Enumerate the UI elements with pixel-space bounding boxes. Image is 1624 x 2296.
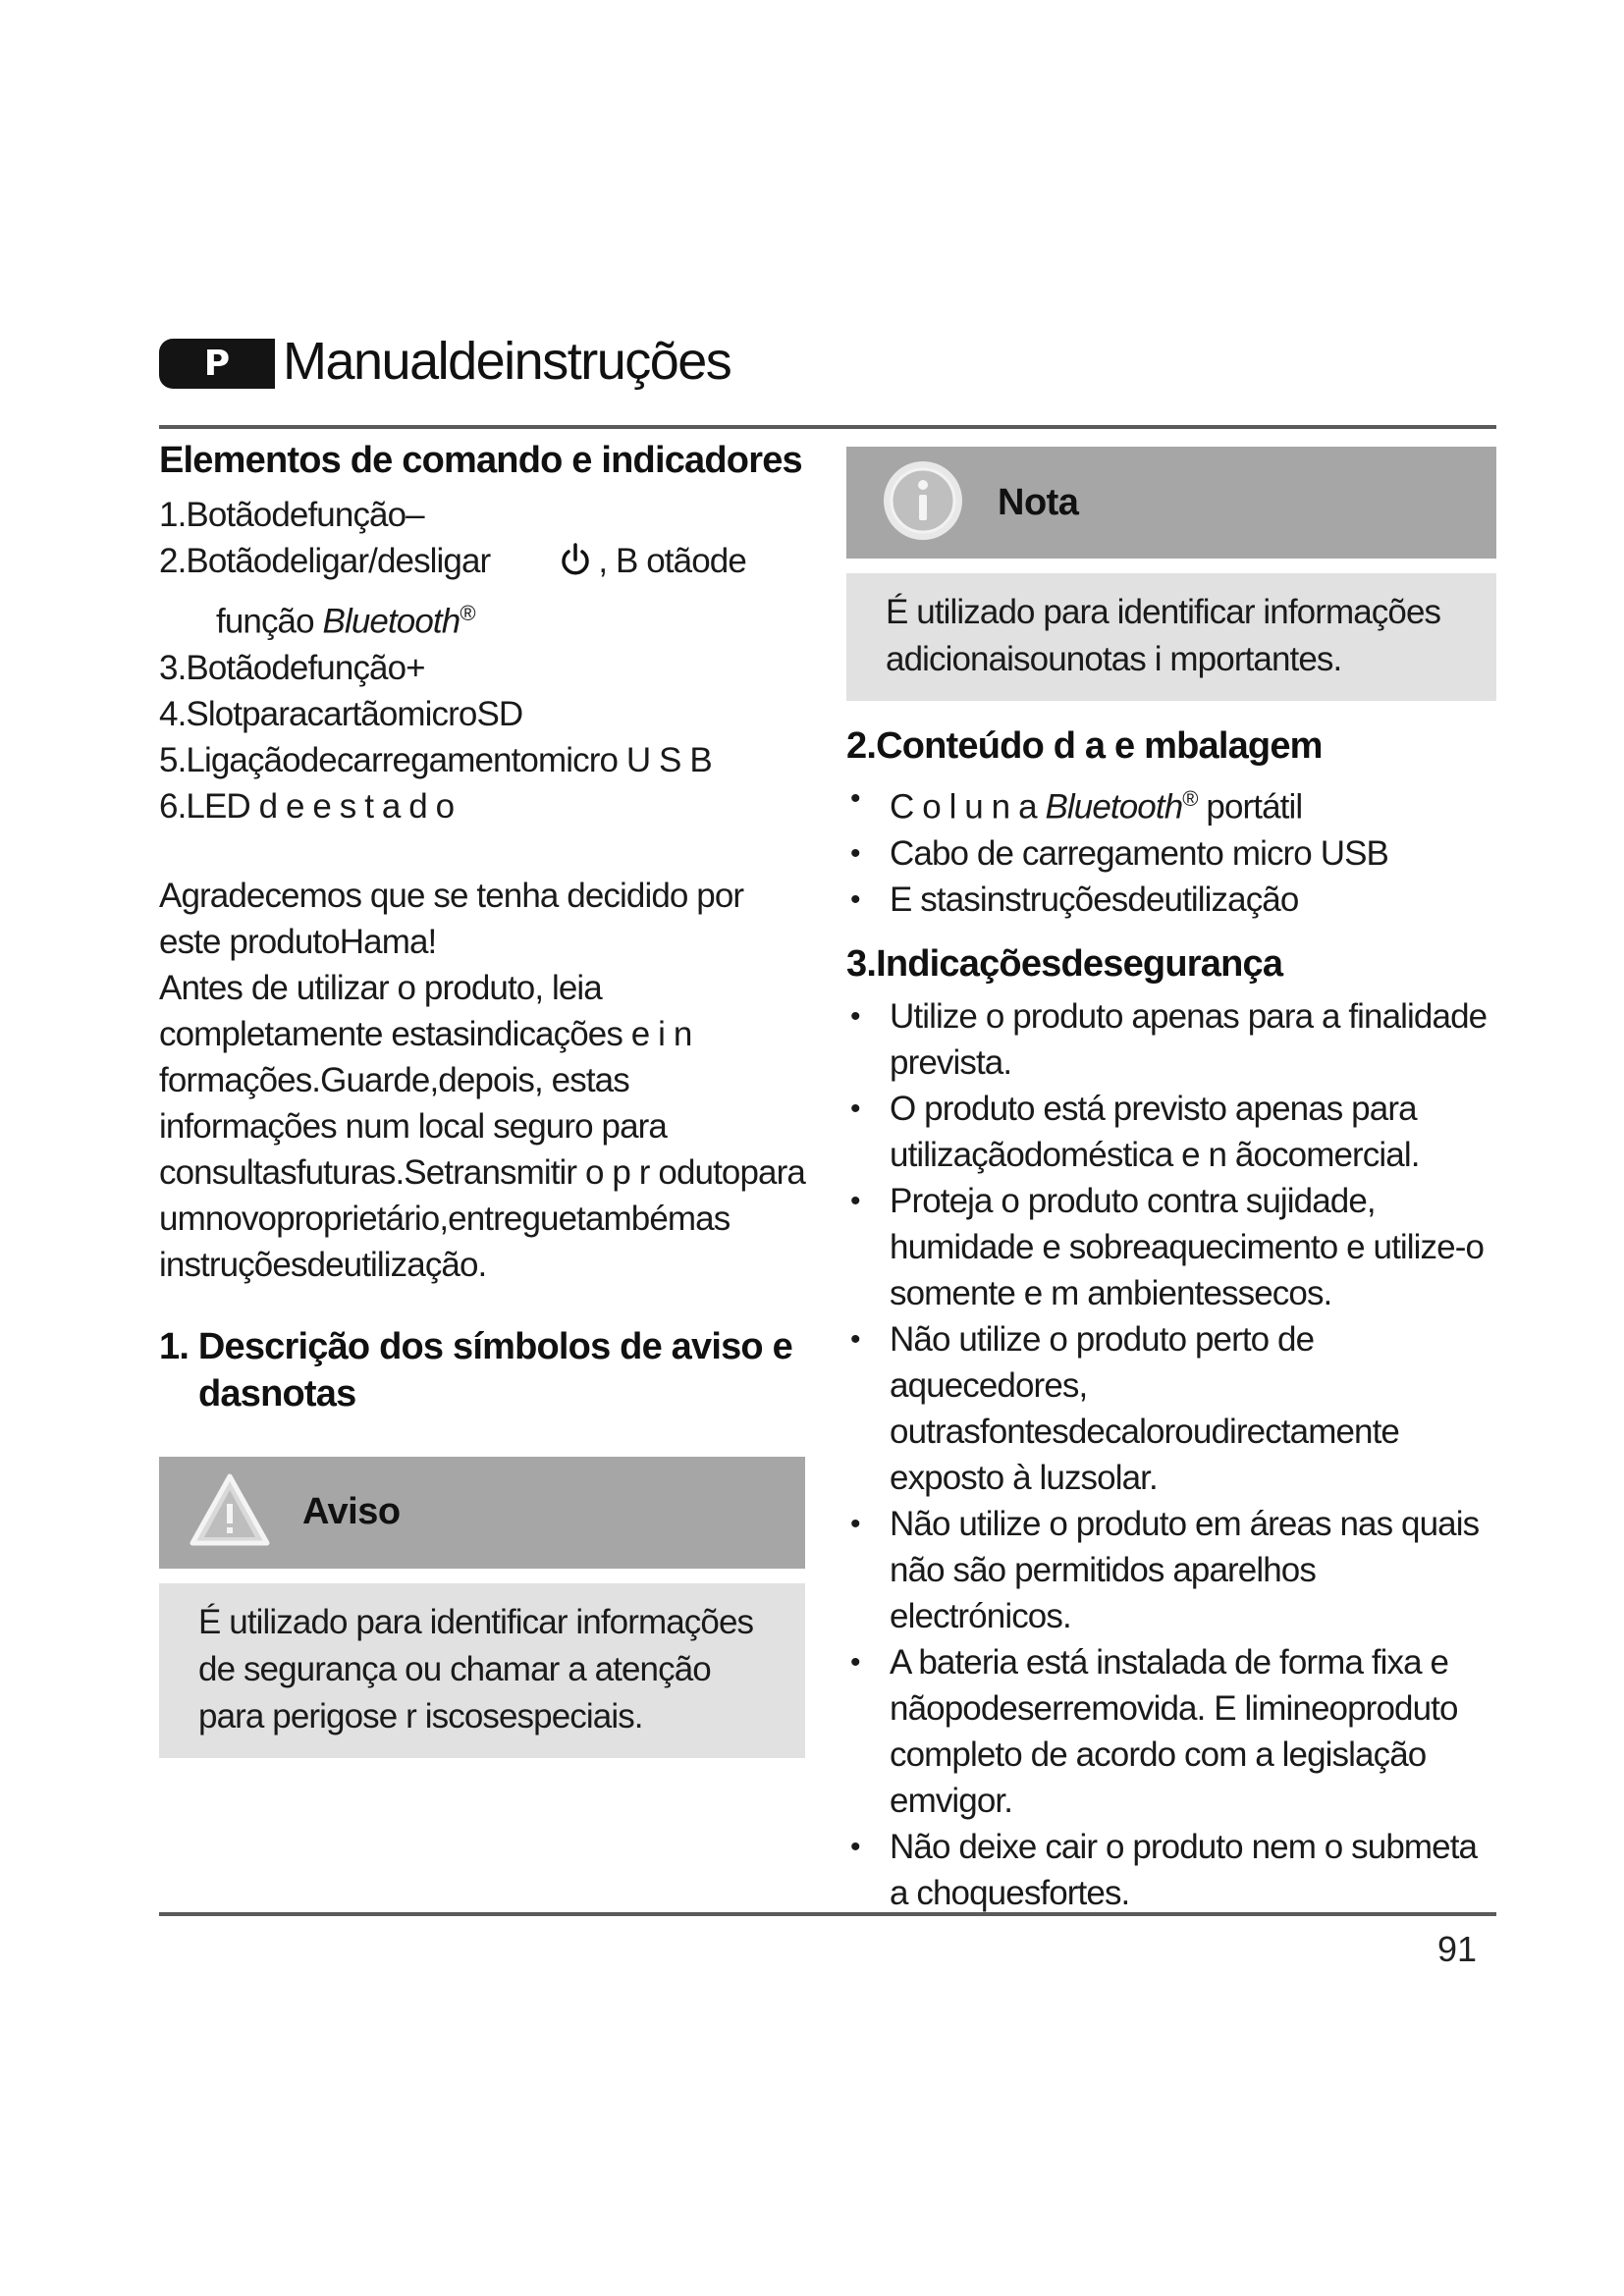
bullet-icon: •: [850, 1092, 860, 1125]
safety-list: [846, 993, 1496, 1916]
control-item-6: 6.LED d e e s t a d o: [159, 786, 455, 826]
safety-item: [846, 993, 1496, 1086]
safety-item-text: Não utilize o produto em áreas nas quais não são permitidos aparelhos electrónicos.: [890, 1504, 1480, 1635]
bullet-icon: •: [850, 1830, 860, 1863]
section-1-heading: 1. Descrição dos símbolos de aviso e dasnotas: [159, 1325, 792, 1415]
warning-label: Aviso: [302, 1491, 401, 1533]
warning-box: [159, 1457, 805, 1758]
note-box-body: [846, 573, 1496, 701]
control-item-2-cont-prefix: função: [216, 602, 323, 641]
package-item-3-text: E stasinstruçõesdeutilização: [890, 880, 1299, 919]
safety-item: [846, 1501, 1496, 1639]
control-item-2-bluetooth: Bluetooth: [322, 602, 460, 641]
bullet-icon: •: [850, 836, 860, 870]
safety-item: [846, 1086, 1496, 1178]
safety-item: [846, 1824, 1496, 1916]
bullet-icon: •: [850, 999, 860, 1033]
intro-paragraph-2: Antes de utilizar o produto, leia completamente estasindicações e i n formações.Guarde,depois, estas informações num local seguro para consultasfuturas.Setransmitir o p r odutopara umnovoproprietário,entreguetambémas instruçõesdeutilização.: [159, 968, 805, 1284]
safety-item: [846, 1639, 1496, 1824]
controls-list: [159, 492, 807, 829]
language-badge: P: [159, 339, 275, 389]
control-item-2-suffix: , B otãode: [598, 542, 746, 580]
page-number: 91: [1436, 1929, 1477, 1969]
bullet-icon: •: [850, 1184, 860, 1217]
warning-triangle-icon: [189, 1472, 271, 1552]
safety-item-text: Não deixe cair o produto nem o submeta a choquesfortes.: [890, 1827, 1478, 1912]
bottom-divider: [159, 1912, 1496, 1916]
safety-item: [846, 1178, 1496, 1316]
package-item-2-text: Cabo de carregamento micro USB: [890, 833, 1388, 873]
warning-box-header: [159, 1457, 805, 1569]
warning-text: É utilizado para identificar informações de segurança ou chamar a atenção para perigose r iscosespeciais.: [198, 1602, 754, 1735]
safety-item-text: A bateria está instalada de forma fixa e nãopodeserremovida. E limineoproduto completo de acordo com a legislação emvigor.: [890, 1642, 1458, 1820]
registered-mark: ®: [460, 601, 475, 625]
left-column: [159, 437, 807, 1758]
control-item-1: 1.Botãodefunção–: [159, 496, 424, 534]
package-item-3: [846, 877, 1496, 923]
control-item-4: 4.SlotparacartãomicroSD: [159, 694, 523, 733]
bullet-icon: •: [850, 1322, 860, 1356]
control-item-5: 5.Ligaçãodecarregamentomicro U S B: [159, 740, 712, 779]
control-item-2-text: 2.Botãodeligar/desligar: [159, 542, 491, 580]
safety-item-text: Utilize o produto apenas para a finalidade prevista.: [890, 996, 1488, 1082]
top-divider: [159, 425, 1496, 429]
page-title: Manualdeinstruções: [283, 332, 731, 391]
package-item-2: [846, 830, 1496, 877]
control-item-2: [159, 538, 807, 590]
bullet-icon: •: [850, 1645, 860, 1679]
warning-box-body: [159, 1583, 805, 1758]
bullet-icon: •: [850, 782, 860, 815]
right-column: [846, 447, 1496, 1916]
note-text: É utilizado para identificar informações adicionaisounotas i mportantes.: [886, 593, 1441, 678]
bullet-icon: •: [850, 1507, 860, 1540]
safety-item-text: Não utilize o produto perto de aquecedores, outrasfontesdecaloroudirectamente exposto à luzsolar.: [890, 1319, 1399, 1497]
control-item-3: 3.Botãodefunção+: [159, 648, 425, 687]
controls-heading: Elementos de comando e indicadores: [159, 440, 802, 481]
power-icon: [559, 543, 592, 590]
note-label: Nota: [998, 481, 1079, 523]
package-item-1-bluetooth: Bluetooth: [1045, 787, 1183, 827]
bullet-icon: •: [850, 882, 860, 916]
registered-mark: ®: [1182, 786, 1198, 811]
safety-item-text: Proteja o produto contra sujidade, humidade e sobreaquecimento e utilize-o somente e m ambientessecos.: [890, 1181, 1485, 1312]
package-contents-list: [846, 775, 1496, 923]
section-2-heading: 2.Conteúdo d a e mbalagem: [846, 725, 1323, 767]
package-item-1-suffix: portátil: [1197, 787, 1303, 827]
note-box: [846, 447, 1496, 701]
info-icon: [880, 457, 966, 549]
intro-paragraph-1: Agradecemos que se tenha decidido por este produtoHama!: [159, 876, 744, 961]
safety-item-text: O produto está previsto apenas para utilizaçãodoméstica e n ãocomercial.: [890, 1089, 1420, 1174]
section-3-heading: 3.Indicaçõesdesegurança: [846, 942, 1283, 985]
control-item-2-continuation: [159, 590, 807, 645]
safety-item: [846, 1316, 1496, 1501]
package-item-1-prefix: C o l u n a: [890, 787, 1046, 827]
intro: [159, 873, 807, 1288]
note-box-header: [846, 447, 1496, 559]
package-item-1: [846, 775, 1496, 830]
